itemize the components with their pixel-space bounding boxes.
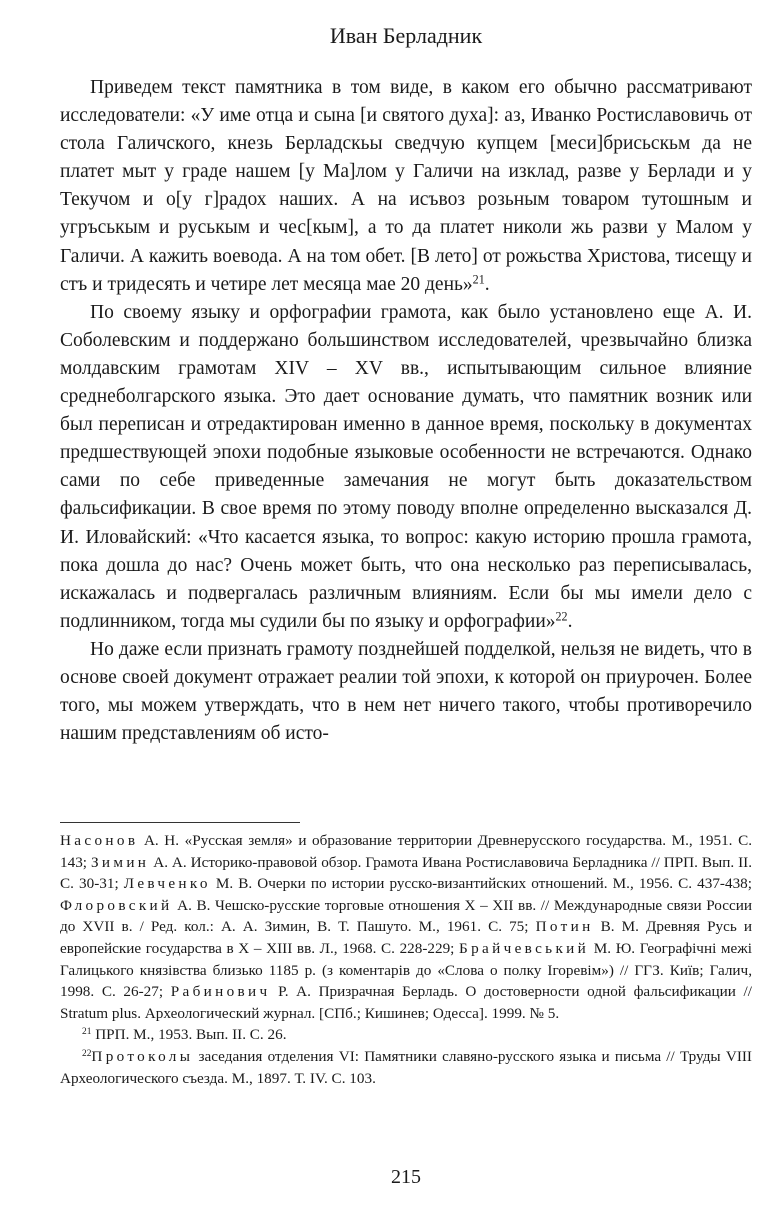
footnote-author: Насонов xyxy=(60,832,139,849)
paragraph-3 xyxy=(60,636,752,748)
page-number: 215 xyxy=(391,1166,421,1188)
footnote-text: М. В. Очерки по истории русско-византийских отношений. М., 1956. С. 437-438; xyxy=(210,875,752,893)
footnote-mark: 22 xyxy=(82,1048,92,1059)
paragraph-text: Приведем текст памятника в том виде, в каком его обычно рассматривают исследователи: «У име отца и сына [и святого духа]: аз, Иванко Ростиславовичь от стола Галичского, кнезь Берладскьы сведчую купцем [меси]брисьскьм да не платет мыт у граде нашем [у Ма]лом у Галичи на изклад, разве у Берлади и у Текучом и о[у г]радох наших. А на исъвоз розьным товаром тутошным и угръськым и руськым и чес[кым], а то да платет николи жь разви у Малом у Галичи. А кажить воевода. А на том обет. [В лето] от рожьства Христова, тисещу и стъ и тридесять и четире лет месяца мае 20 день» xyxy=(60,77,752,295)
footnote-text: А. В. Чешско-русские торговые отношения X – XII вв. // Международные связи России до XVII в. / Ред. кол.: А. А. Зимин, В. Т. Пашуто. М., 1961. С. 75; xyxy=(60,896,752,936)
running-title: Иван Берладник xyxy=(329,23,483,48)
footnote-author: Рабинович xyxy=(170,983,271,1001)
footnote-continuation xyxy=(60,830,752,1024)
footnote-author: Зимин xyxy=(90,853,150,871)
paragraph-text: Но даже если признать грамоту позднейшей подделкой, нельзя не видеть, что в основе своей документ отражает реалии той эпохи, к которой он приурочен. Более того, мы можем утверждать, что в нем нет ничего такого, чтобы противоречило нашим представлениям об исто- xyxy=(60,638,752,745)
footnote-author: Брайчевський xyxy=(459,939,590,957)
footnote-author: Левченко xyxy=(123,875,211,893)
footnote-divider xyxy=(60,822,300,823)
main-text xyxy=(60,74,752,748)
footnote-mark: 21 xyxy=(82,1027,92,1038)
footnote-text: заседания отделения VI: Памятники славяно-русского языка и письма // Труды VIII Археологического съезда. М., 1897. Т. IV. С. 103. xyxy=(60,1047,752,1087)
paragraph-text: По своему языку и орфографии грамота, как было установлено еще А. И. Соболевским и поддержано большинством исследователей, чрезвычайно близка молдавским грамотам XIV – XV вв., испытывающим сильное влияние среднеболгарского языка. Это дает основание думать, что памятник возник или был переписан и отредактирован именно в данное время, поскольку в документах предшествующей эпохи подобные языковые особенности не встречаются. Однако сами по себе приведенные замечания не могут быть доказательством фальсификации. В свое время по этому поводу вполне определенно высказался Д. И. Иловайский: «Что касается языка, то вопрос: какую историю прошла грамота, пока дошла до нас? Очень может быть, что она несколько раз переписывалась, искажалась и подвергалась различным влияниям. Если бы мы имели дело с подлинником, тогда мы судили бы по языку и орфографии» xyxy=(60,301,752,632)
footnote-author: Протоколы xyxy=(91,1047,194,1065)
footnotes xyxy=(60,830,752,1089)
footnote-text: Р. А. Призрачная Берладь. О достоверности одной фальсификации // Stratum plus. Археологический журнал. [СПб.; Кишинев; Одесса]. 1999. № 5. xyxy=(60,983,752,1022)
footnote-author: Флоровский xyxy=(60,896,173,914)
footnote-ref-21: 21 xyxy=(472,272,485,287)
footnote-text: В. М. Древняя Русь и европейские государства в X – XIII вв. Л., 1968. С. 228-229; xyxy=(60,918,752,957)
footnote-author: Потин xyxy=(535,918,594,936)
footnote-ref-22: 22 xyxy=(555,609,568,624)
footnote-text: ПРП. М., 1953. Вып. II. С. 26. xyxy=(91,1026,287,1044)
footnote-text: А. А. Историко-правовой обзор. Грамота Ивана Ростиславовича Берладника // ПРП. Вып. II. С. 30-31; xyxy=(60,853,752,893)
paragraph-2: По своему языку и орфографии грамота, как было установлено еще А. И. Соболевским и поддержано большинством исследователей, чрезвычайно близка молдавским грамотам XIV – XV вв., испытывающим сильное влияние среднеболгарского языка. Это дает основание думать, что памятник возник или был переписан и отредактирован именно в данное время, поскольку в документах предшествующей эпохи подобные языковые особенности не встречаются. Однако сами по себе приведенные замечания не могут быть доказательством фальсификации. В свое время по этому поводу вполне определенно высказался Д. И. Иловайский: «Что касается языка, то вопрос: какую историю прошла грамота, пока дошла до нас? Очень может быть, что она несколько раз переписывалась, искажалась и подвергалась различным влияниям. Если бы мы имели дело с подлинником, тогда мы судили бы по языку и орфографии»$^{22}$. xyxy=(60,301,752,632)
footnote-text: М. Ю. Географічні межі Галицького князівства близько 1185 р. (з коментарів до «Слова о полку Ігоревім») // ГГЗ. Київ; Галич, 1998. С. 26-27; xyxy=(60,939,752,1001)
footnote-21 xyxy=(60,1024,752,1046)
paragraph-1: Приведем текст памятника в том виде, в каком его обычно рассматривают исследователи: «У име отца и сына [и святого духа]: аз, Иванко Ростиславовичь от стола Галичского, кнезь Берладскьы сведчую купцем [меси]брисьскьм да не платет мыт у граде нашем [у Ма]лом у Галичи на изклад, разве у Берлади и у Текучом и о[у г]радох наших. А на исъвоз розьным товаром тутошным и угръськым и руськым и чес[кым], а то да платет николи жь разви у Малом у Галичи. А кажить воевода. А на том обет. [В лето] от рожьства Христова, тисещу и стъ и тридесять и четире лет месяца мае 20 день»$^{21}$. xyxy=(60,77,752,295)
footnote-text: А. Н. «Русская земля» и образование территории Древнерусского государства. М., 1951. С. 143; xyxy=(60,832,752,871)
footnote-22 xyxy=(60,1046,752,1089)
